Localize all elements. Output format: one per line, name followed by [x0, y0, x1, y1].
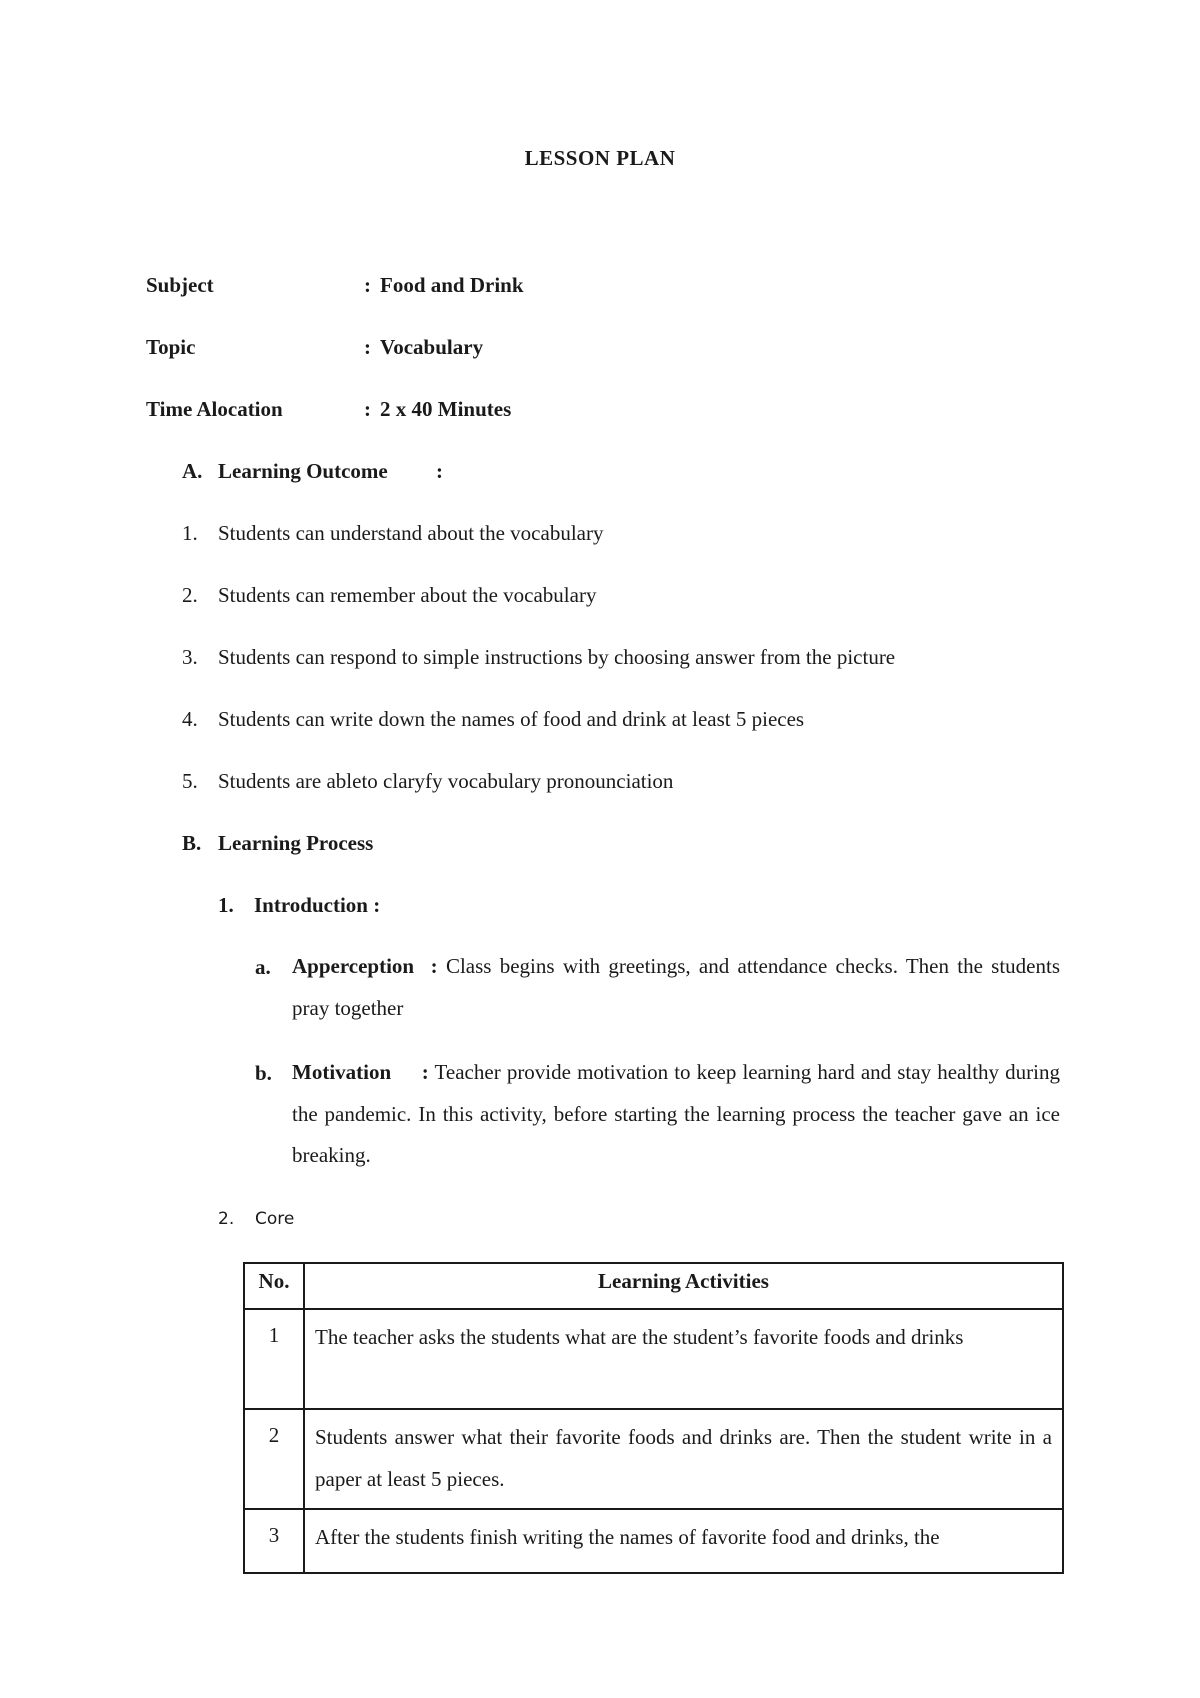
table-cell-no: 2	[244, 1409, 304, 1509]
meta-separator: :	[364, 335, 371, 359]
table-row	[244, 1309, 1063, 1409]
table-header-activities: Learning Activities	[304, 1263, 1063, 1309]
outcome-text: Students can respond to simple instructions by choosing answer from the picture	[218, 645, 896, 669]
outcome-number: 5.	[182, 769, 198, 793]
table-cell-no: 3	[244, 1509, 304, 1573]
table-cell-activity: The teacher asks the students what are the student’s favorite foods and drinks	[304, 1309, 1063, 1409]
meta-value: 2 x 40 Minutes	[380, 397, 512, 421]
table-cell-activity: After the students finish writing the names of favorite food and drinks, the	[304, 1509, 1063, 1573]
meta-separator: :	[364, 273, 371, 297]
outcome-text: Students are ableto claryfy vocabulary pronounciation	[218, 769, 674, 793]
motivation-label: Motivation	[292, 1060, 392, 1084]
apperception-colon: :	[430, 954, 438, 978]
outcome-number: 4.	[182, 707, 198, 731]
section-b-marker: B.	[182, 831, 202, 855]
meta-value: Food and Drink	[380, 273, 524, 297]
section-a-colon: :	[436, 459, 443, 483]
apperception-marker: a.	[255, 955, 271, 979]
meta-separator: :	[364, 397, 371, 421]
core-label: Core	[255, 1209, 295, 1229]
meta-label: Topic	[146, 335, 196, 359]
table-row	[244, 1509, 1063, 1573]
apperception-text: Class begins with greetings, and attendance checks. Then the students pray together	[292, 954, 1061, 1020]
section-a-marker: A.	[182, 459, 203, 483]
section-b-title: Learning Process	[218, 831, 374, 855]
core-number: 2.	[218, 1209, 235, 1229]
table-header-no: No.	[244, 1263, 304, 1309]
introduction-number: 1.	[218, 893, 234, 917]
outcome-text: Students can write down the names of food and drink at least 5 pieces	[218, 707, 805, 731]
table-row	[244, 1409, 1063, 1509]
meta-label: Subject	[146, 273, 214, 297]
table-cell-activity: Students answer what their favorite foods and drinks are. Then the student write in a paper at least 5 pieces.	[304, 1409, 1063, 1509]
outcome-text: Students can understand about the vocabulary	[218, 521, 604, 545]
learning-activities-table	[243, 1262, 1064, 1574]
motivation-paragraph	[292, 1052, 1060, 1177]
outcome-text: Students can remember about the vocabulary	[218, 583, 597, 607]
motivation-text: Teacher provide motivation to keep learning hard and stay healthy during the pandemic. In this activity, before starting the learning process the teacher gave an ice breaking.	[292, 1060, 1060, 1167]
introduction-title: Introduction :	[254, 893, 381, 917]
apperception-label: Apperception	[292, 954, 415, 978]
table-header-row	[244, 1263, 1063, 1309]
page-title: LESSON PLAN	[524, 146, 676, 170]
motivation-colon: :	[421, 1060, 429, 1084]
motivation-marker: b.	[255, 1061, 272, 1085]
outcome-number: 3.	[182, 645, 198, 669]
table-cell-no: 1	[244, 1309, 304, 1409]
section-a-title: Learning Outcome	[218, 459, 388, 483]
outcome-number: 2.	[182, 583, 198, 607]
apperception-paragraph	[292, 946, 1060, 1029]
outcome-number: 1.	[182, 521, 198, 545]
meta-value: Vocabulary	[380, 335, 484, 359]
meta-label: Time Alocation	[146, 397, 283, 421]
